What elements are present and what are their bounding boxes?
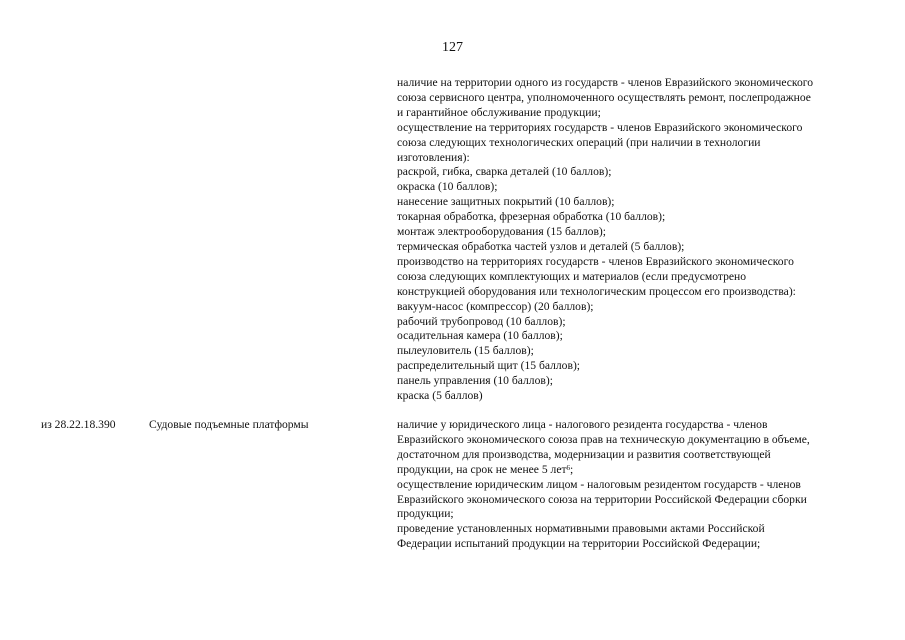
requirement-line: достаточном для производства, модернизации и развития соответствующей bbox=[397, 447, 771, 461]
requirement-line: продукции; bbox=[397, 507, 454, 521]
requirement-line: термическая обработка частей узлов и деталей (5 баллов); bbox=[397, 239, 685, 253]
requirement-line: изготовления): bbox=[397, 150, 470, 164]
product-name: Судовые подъемные платформы bbox=[149, 418, 309, 431]
requirement-line: союза следующих комплектующих и материалов (если предусмотрено bbox=[397, 269, 747, 283]
requirement-line: вакуум-насос (компрессор) (20 баллов); bbox=[397, 299, 594, 313]
footnote-line-text: продукции, на срок не менее 5 лет bbox=[397, 462, 567, 476]
requirement-line-with-footnote bbox=[397, 463, 887, 478]
requirement-line: краска (5 баллов) bbox=[397, 389, 483, 403]
requirement-line: пылеуловитель (15 баллов); bbox=[397, 344, 534, 358]
requirement-line: союза сервисного центра, уполномоченного осуществлять ремонт, послепродажное bbox=[397, 90, 811, 104]
requirement-line: осуществление на территориях государств - членов Евразийского экономического bbox=[397, 120, 803, 134]
requirement-line: союза следующих технологических операций (при наличии в технологии bbox=[397, 135, 761, 149]
okpd-code: из 28.22.18.390 bbox=[41, 418, 116, 431]
requirement-line: наличие на территории одного из государств - членов Евразийского экономического bbox=[397, 76, 814, 89]
requirement-line: наличие у юридического лица - налогового резидента государства - членов bbox=[397, 418, 768, 431]
requirements-block-1 bbox=[397, 76, 887, 404]
requirement-line: проведение установленных нормативными правовыми актами Российской bbox=[397, 522, 765, 536]
requirement-line: Евразийского экономического союза прав на техническую документацию в объеме, bbox=[397, 432, 810, 446]
requirement-line: токарная обработка, фрезерная обработка (10 баллов); bbox=[397, 210, 666, 224]
requirement-line: рабочий трубопровод (10 баллов); bbox=[397, 314, 566, 328]
requirements-block-2 bbox=[397, 418, 887, 552]
requirement-line: Евразийского экономического союза на территории Российской Федерации сборки bbox=[397, 492, 807, 506]
footnote-line-tail: ; bbox=[570, 462, 574, 476]
requirement-line: осадительная камера (10 баллов); bbox=[397, 329, 563, 343]
page-number: 127 bbox=[442, 40, 463, 55]
footnote-mark: 6 bbox=[566, 463, 571, 472]
requirement-line: раскрой, гибка, сварка деталей (10 баллов); bbox=[397, 165, 612, 179]
requirement-line: и гарантийное обслуживание продукции; bbox=[397, 105, 601, 119]
requirement-line: осуществление юридическим лицом - налоговым резидентом государств - членов bbox=[397, 477, 801, 491]
requirement-line: конструкцией оборудования или технологическим процессом его производства): bbox=[397, 284, 796, 298]
requirement-line: монтаж электрооборудования (15 баллов); bbox=[397, 225, 607, 239]
requirement-line: окраска (10 баллов); bbox=[397, 180, 498, 194]
requirement-line: панель управления (10 баллов); bbox=[397, 374, 553, 388]
requirement-line: производство на территориях государств - членов Евразийского экономического bbox=[397, 254, 794, 268]
requirement-line: нанесение защитных покрытий (10 баллов); bbox=[397, 195, 615, 209]
requirement-line: Федерации испытаний продукции на территории Российской Федерации; bbox=[397, 537, 761, 551]
requirement-line: распределительный щит (15 баллов); bbox=[397, 359, 581, 373]
